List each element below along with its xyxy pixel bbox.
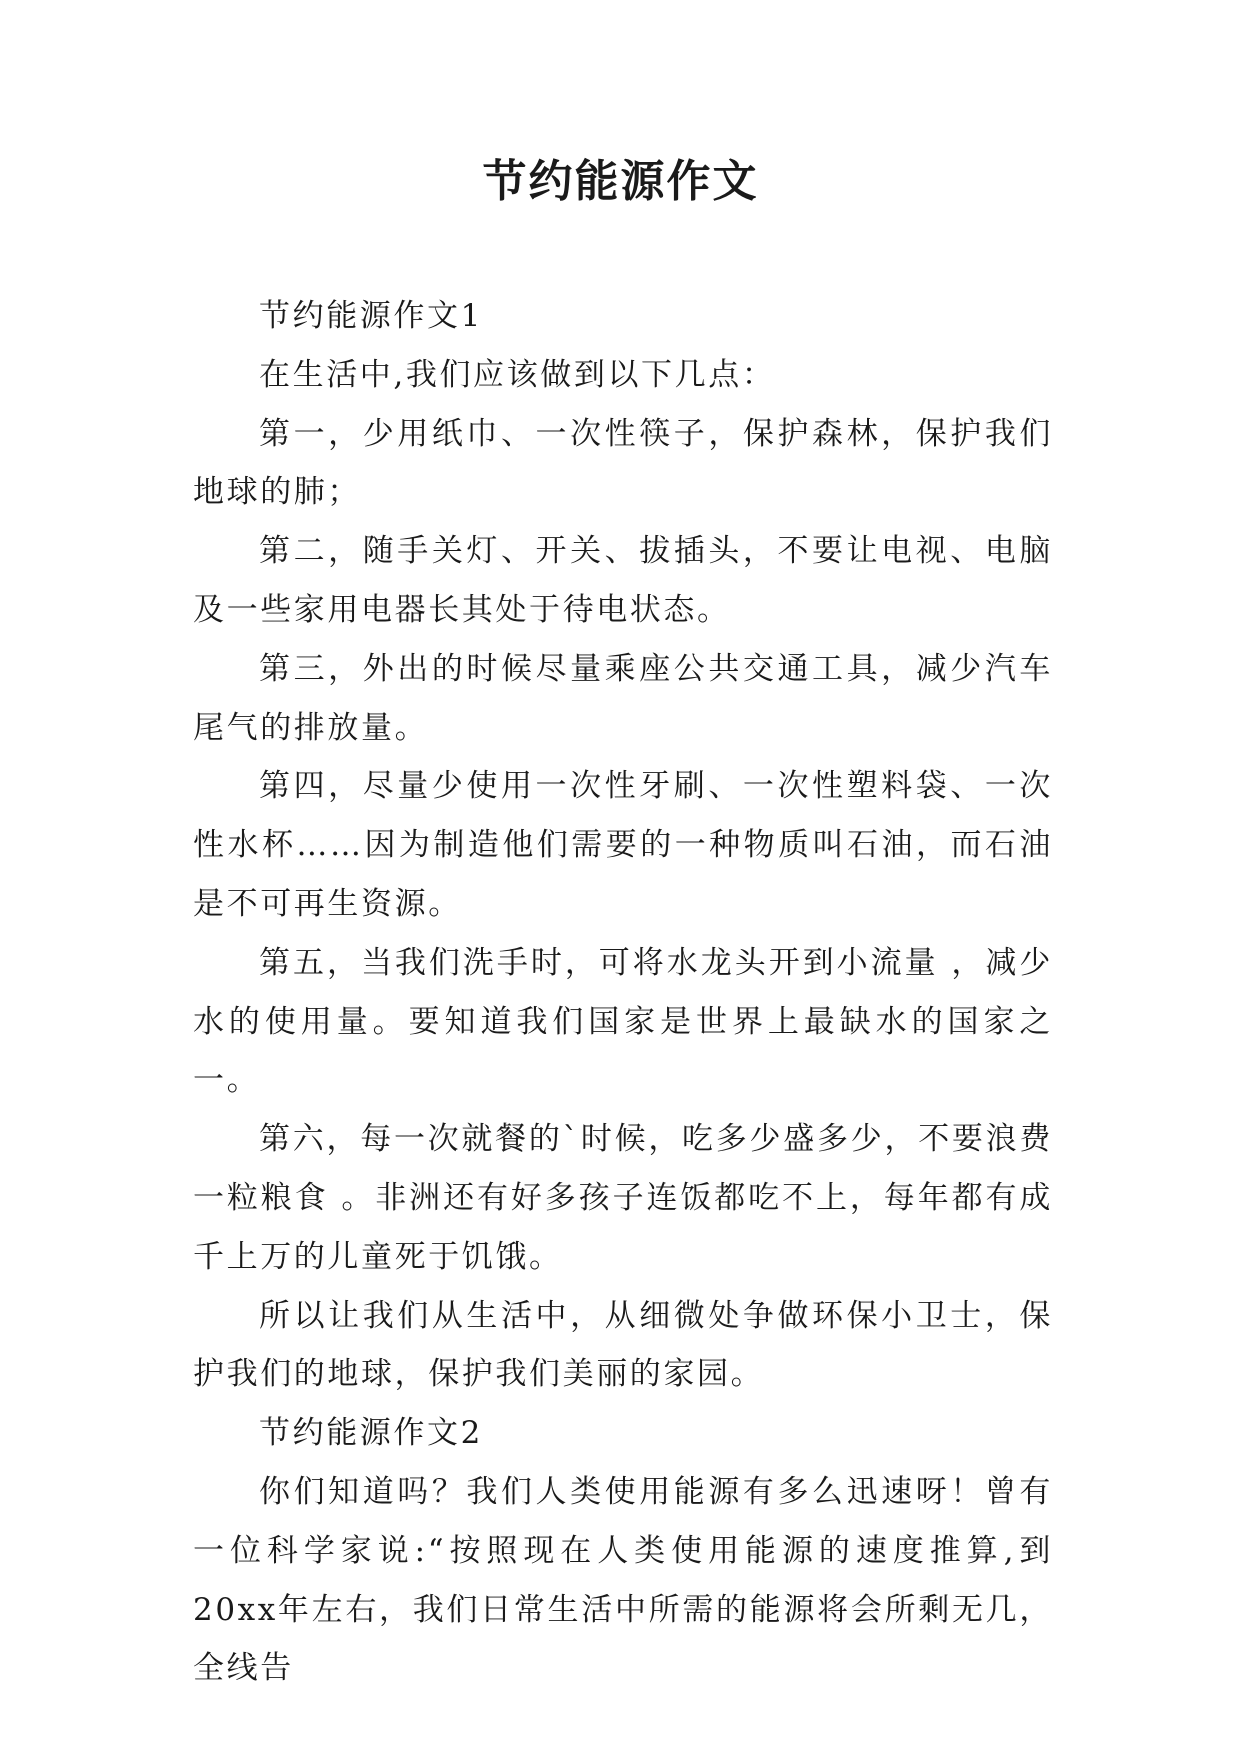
- heading-essay-2: 节约能源作文2: [259, 1415, 483, 1452]
- paragraph: 第四，尽量少使用一次性牙刷、一次性塑料袋、一次性水杯……因为制造他们需要的一种物质叫石油，而石油是不可再生资源。: [193, 768, 1053, 922]
- document-body: [193, 287, 1053, 1698]
- paragraph: 第六，每一次就餐的`时候，吃多少盛多少，不要浪费一粒粮食 。非洲还有好多孩子连饭都吃不上，每年都有成千上万的儿童死于饥饿。: [193, 1121, 1053, 1275]
- paragraph: 第三，外出的时候尽量乘座公共交通工具，减少汽车尾气的排放量。: [193, 650, 1053, 746]
- paragraph: 所以让我们从生活中，从细微处争做环保小卫士，保护我们的地球，保护我们美丽的家园。: [193, 1297, 1053, 1393]
- paragraph: 第五，当我们洗手时，可将水龙头开到小流量 ，减少水的使用量。要知道我们国家是世界上最缺水的国家之一。: [193, 944, 1053, 1099]
- paragraph: 第一，少用纸巾、一次性筷子，保护森林，保护我们地球的肺；: [193, 415, 1053, 511]
- paragraph: 在生活中,我们应该做到以下几点：: [259, 356, 776, 393]
- heading-essay-1: 节约能源作文1: [259, 298, 483, 334]
- document-title: 节约能源作文: [482, 156, 759, 207]
- paragraph: 第二，随手关灯、开关、拔插头，不要让电视、电脑及一些家用电器长其处于待电状态。: [193, 533, 1053, 628]
- paragraph: 你们知道吗？我们人类使用能源有多么迅速呀！曾有一位科学家说:“按照现在人类使用能源的速度推算,到20xx年左右，我们日常生活中所需的能源将会所剩无几，全线告: [193, 1473, 1053, 1687]
